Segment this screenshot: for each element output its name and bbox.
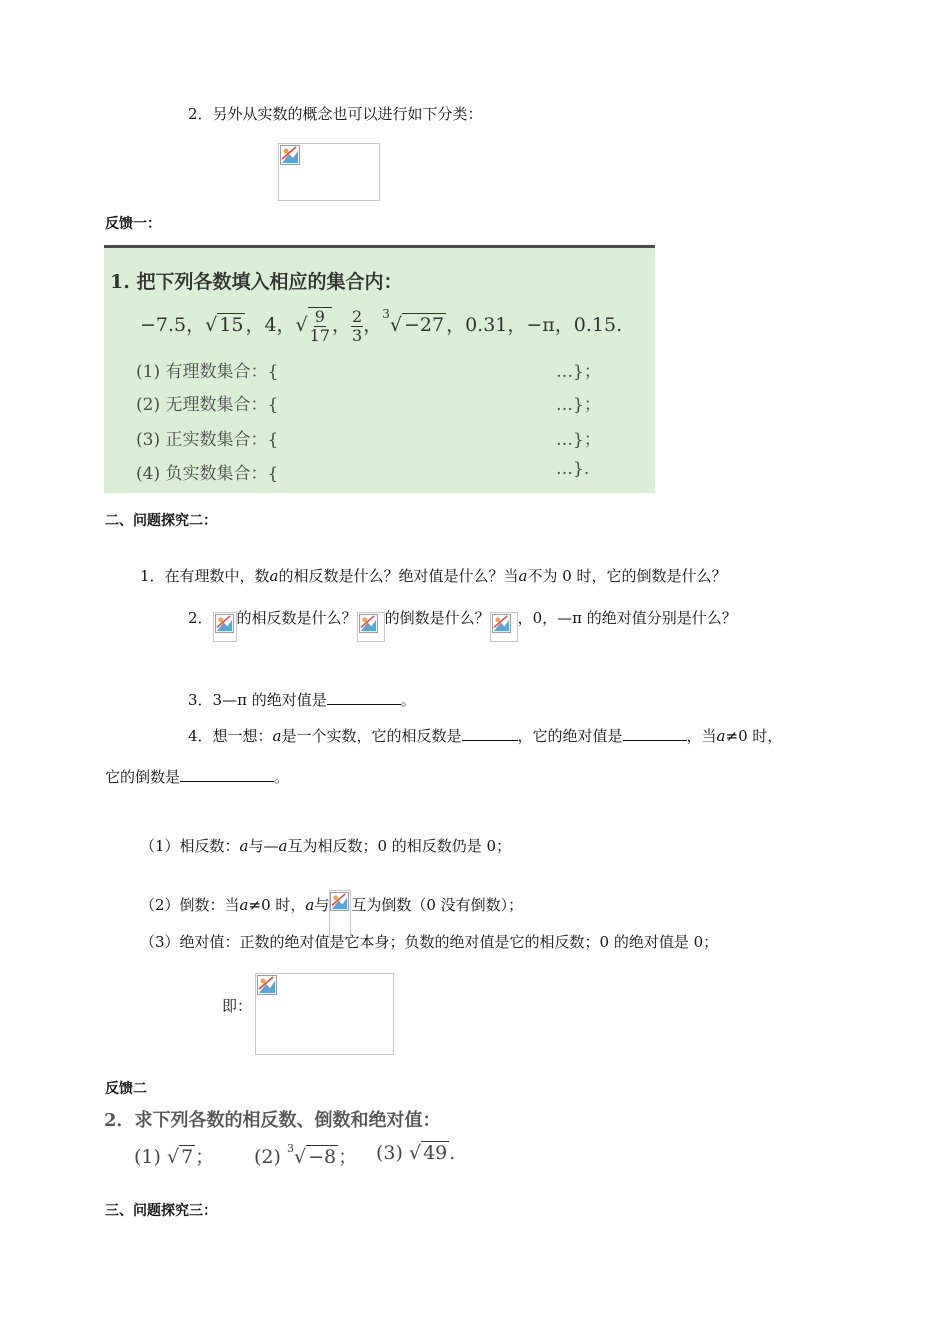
question-3: 3．3—π 的绝对值是 。 [188, 691, 416, 709]
set-row-positive-end: …}； [556, 430, 601, 450]
num-4: ，4， [245, 314, 296, 336]
question-2: 2． 的相反数是什么？ 的倒数是什么？ ，0，—π 的绝对值分别是什么？ [188, 604, 737, 634]
exercise2-heading: 2．求下列各数的相反数、倒数和绝对值： [104, 1110, 441, 1131]
set-row-irrational: (2) 无理数集合：{ [136, 395, 279, 415]
answer-blank-abs[interactable] [623, 726, 687, 741]
num-cbrt-neg27: −27 [403, 314, 445, 336]
set-row-rational-end: …}； [556, 362, 601, 382]
exercise1-numbers: −7.5，√ 15 ，4，√ $\frac{9}{17}$ ， $\frac{2}{3}$ ，$^3$√ −27 ，0.31，−π，0.15. [140, 306, 623, 345]
exercise1-image [104, 245, 655, 493]
broken-image-icon [280, 145, 300, 165]
exercise2-image [104, 1102, 484, 1172]
definition-opposite: （1）相反数：a与—a互为相反数；0 的相反数仍是 0； [140, 837, 512, 855]
answer-blank-reciprocal[interactable] [180, 767, 274, 782]
num-2-3: $\frac{2}{3}$ [352, 306, 363, 345]
question-1: 1．在有理数中，数a的相反数是什么？绝对值是什么？当a不为 0 时，它的倒数是什么？ [140, 567, 727, 585]
formula-image-3 [490, 612, 518, 642]
set-row-negative-end: …}. [556, 459, 590, 479]
feedback2-title: 反馈二 [105, 1081, 147, 1097]
broken-image-icon [215, 614, 234, 633]
panel-top-border [104, 245, 655, 248]
formula-image-1 [213, 612, 237, 642]
exercise1-heading: 1. 把下列各数填入相应的集合内： [110, 271, 403, 293]
definition-reciprocal: （2）倒数：当a≠0 时，a与 互为倒数（0 没有倒数）； [140, 882, 523, 930]
exercise2-item1: (1) √ 7 ； [134, 1146, 215, 1168]
exercise2-item2: (2) $^3$√ −8 ； [254, 1142, 358, 1168]
set-row-positive: (3) 正实数集合：{ [136, 430, 279, 450]
broken-image-icon [492, 614, 511, 633]
answer-blank-opposite[interactable] [462, 726, 518, 741]
formula-image-reciprocal [329, 890, 351, 938]
set-row-negative: (4) 负实数集合：{ [136, 464, 279, 484]
set-row-irrational-end: …}； [556, 395, 601, 415]
broken-image-icon [330, 892, 349, 911]
broken-image-icon [257, 975, 277, 995]
broken-image-icon [359, 614, 378, 633]
set-row-rational: (1) 有理数集合：{ [136, 362, 279, 382]
section2-title: 二、问题探究二： [105, 513, 217, 529]
num-sqrt-15: 15 [219, 314, 244, 336]
classification-diagram-image [278, 143, 380, 201]
answer-blank[interactable] [327, 690, 401, 705]
num-rest: ，0.31，−π，0.15. [446, 314, 623, 336]
definition-absolute: （3）绝对值：正数的绝对值是它本身；负数的绝对值是它的相反数；0 的绝对值是 0； [140, 933, 719, 951]
absolute-value-formula-image [255, 973, 394, 1055]
exercise2-item3: (3) √ 49 . [376, 1142, 456, 1164]
feedback1-title: 反馈一： [105, 216, 161, 232]
question-4-line2: 它的倒数是 。 [105, 768, 290, 786]
formula-image-2 [357, 612, 385, 642]
num-sqrt-9-17: $\frac{9}{17}$ [309, 307, 330, 345]
question-4: 4．想一想：a是一个实数，它的相反数是 ，它的绝对值是 ，当a≠0 时， [188, 727, 783, 745]
classification-intro: 2．另外从实数的概念也可以进行如下分类： [188, 105, 483, 123]
num-neg-7-5: −7.5， [140, 314, 206, 336]
ji-label: 即： [222, 997, 253, 1015]
section3-title: 三、问题探究三： [105, 1203, 217, 1219]
